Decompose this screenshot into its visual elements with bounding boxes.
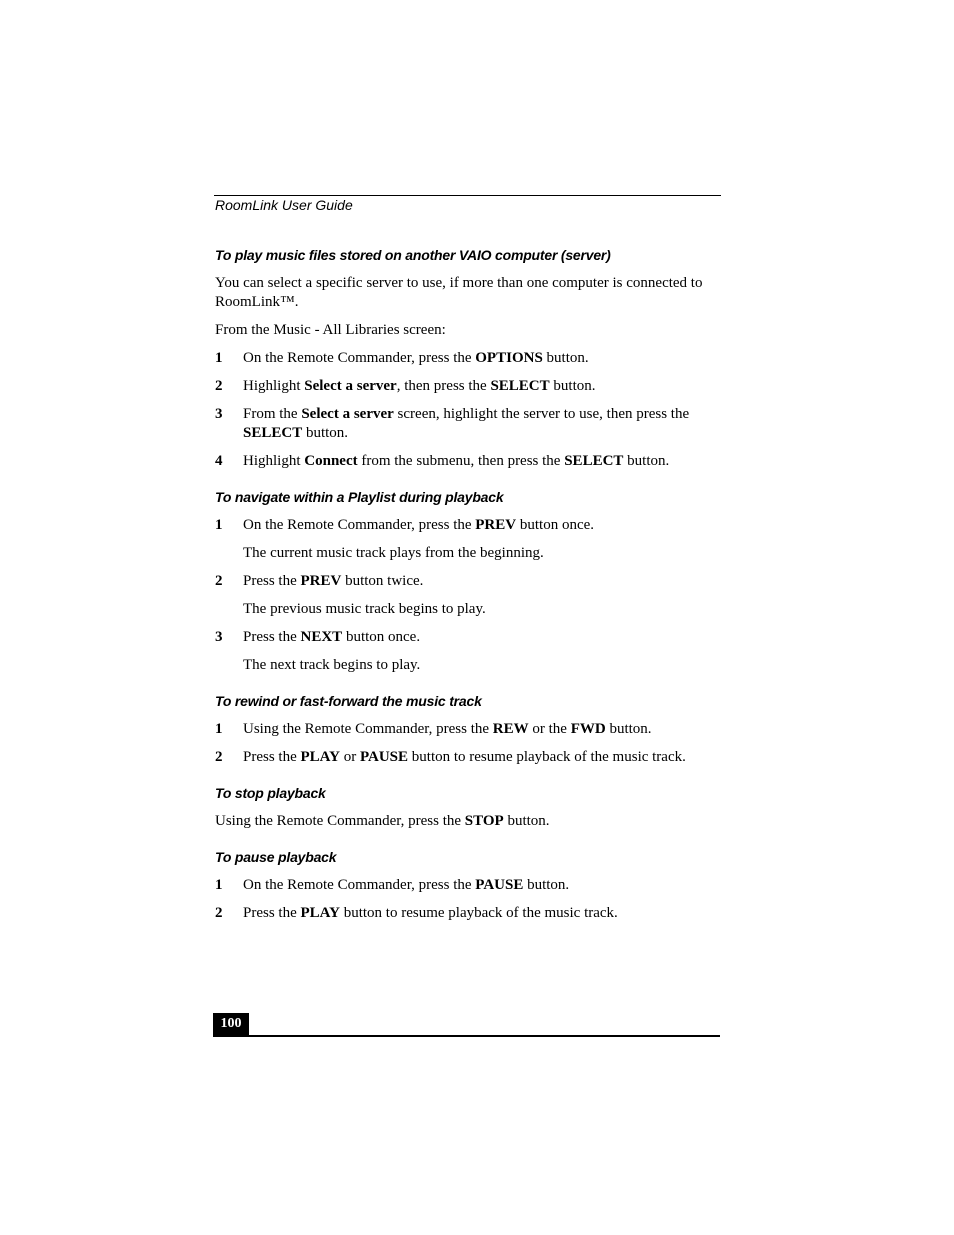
step-number: 2: [215, 905, 223, 921]
step-number: 2: [215, 749, 223, 765]
text-run: Press the: [243, 905, 301, 921]
step-number: 2: [215, 573, 223, 589]
text-run: Using the Remote Commander, press the: [215, 813, 465, 829]
step-number: 4: [215, 453, 223, 469]
section-heading: To play music files stored on another VAIO computer (server): [215, 247, 611, 263]
text-run: button once.: [516, 517, 595, 533]
paragraph: From the Music - All Libraries screen:: [215, 322, 446, 338]
text-run: button.: [503, 813, 550, 829]
step-number: 1: [215, 877, 223, 893]
text-run: On the Remote Commander, press the: [243, 350, 476, 366]
text-run: button.: [623, 453, 670, 469]
text-run: Press the: [243, 749, 301, 765]
text-run: or: [339, 749, 360, 765]
numbered-step: [215, 452, 721, 471]
numbered-step: [215, 377, 721, 396]
text-run: button.: [605, 721, 652, 737]
bold-term: PAUSE: [359, 749, 409, 765]
page-number: 100: [213, 1013, 249, 1037]
bold-term: PLAY: [300, 905, 340, 921]
section-heading: To rewind or fast-forward the music track: [215, 693, 482, 709]
step-number: 2: [215, 378, 223, 394]
text-run: Highlight: [243, 378, 305, 394]
numbered-step: [215, 572, 721, 591]
document-body: [215, 245, 721, 939]
bold-term: REW: [492, 721, 529, 737]
bold-term: SELECT: [490, 378, 550, 394]
bold-term: SELECT: [564, 453, 624, 469]
text-run: button.: [523, 877, 570, 893]
step-number: 3: [215, 629, 223, 645]
numbered-step: [215, 405, 721, 443]
bold-term: PREV: [300, 573, 342, 589]
step-number: 1: [215, 721, 223, 737]
text-run: , then press the: [396, 378, 491, 394]
section-heading: To pause playback: [215, 849, 337, 865]
section: [215, 487, 721, 675]
section-heading: To navigate within a Playlist during playback: [215, 489, 504, 505]
bold-term: PAUSE: [475, 877, 524, 893]
numbered-step: [215, 876, 721, 895]
text-run: Press the: [243, 629, 301, 645]
bold-term: NEXT: [300, 629, 343, 645]
step-result: The current music track plays from the beginning.: [243, 545, 544, 561]
section-heading: To stop playback: [215, 785, 326, 801]
text-run: button.: [549, 378, 596, 394]
text-run: button.: [302, 425, 349, 441]
paragraph: You can select a specific server to use, if more than one computer is connected to RoomLink™.: [215, 275, 703, 310]
step-number: 1: [215, 517, 223, 533]
numbered-step: [215, 349, 721, 368]
step-number: 3: [215, 406, 223, 422]
section: [215, 245, 721, 471]
text-run: Highlight: [243, 453, 305, 469]
text-run: button to resume playback of the music track.: [339, 905, 618, 921]
section: [215, 847, 721, 923]
text-run: button once.: [342, 629, 421, 645]
section: [215, 783, 721, 831]
text-run: button twice.: [341, 573, 424, 589]
text-run: button.: [542, 350, 589, 366]
bold-term: PLAY: [300, 749, 340, 765]
bold-term: Connect: [304, 453, 358, 469]
bold-term: SELECT: [243, 425, 303, 441]
paragraph: [215, 812, 721, 831]
bold-term: Select a server: [304, 378, 397, 394]
text-run: screen, highlight the server to use, then press the: [393, 406, 690, 422]
numbered-step: [215, 748, 721, 767]
step-result: The previous music track begins to play.: [243, 601, 486, 617]
text-run: button to resume playback of the music track.: [408, 749, 686, 765]
numbered-step: [215, 516, 721, 535]
bold-term: PREV: [475, 517, 517, 533]
numbered-step: [215, 904, 721, 923]
footer-rule: [213, 1035, 720, 1037]
bold-term: FWD: [570, 721, 606, 737]
text-run: from the submenu, then press the: [357, 453, 565, 469]
header-rule: [214, 195, 721, 196]
text-run: or the: [528, 721, 571, 737]
bold-term: OPTIONS: [475, 350, 543, 366]
text-run: On the Remote Commander, press the: [243, 877, 476, 893]
numbered-step: [215, 720, 721, 739]
text-run: From the: [243, 406, 302, 422]
bold-term: Select a server: [301, 406, 394, 422]
running-header: RoomLink User Guide: [215, 197, 353, 213]
text-run: On the Remote Commander, press the: [243, 517, 476, 533]
text-run: Using the Remote Commander, press the: [243, 721, 493, 737]
text-run: Press the: [243, 573, 301, 589]
bold-term: STOP: [464, 813, 504, 829]
step-result: The next track begins to play.: [243, 657, 421, 673]
step-number: 1: [215, 350, 223, 366]
section: [215, 691, 721, 767]
numbered-step: [215, 628, 721, 647]
